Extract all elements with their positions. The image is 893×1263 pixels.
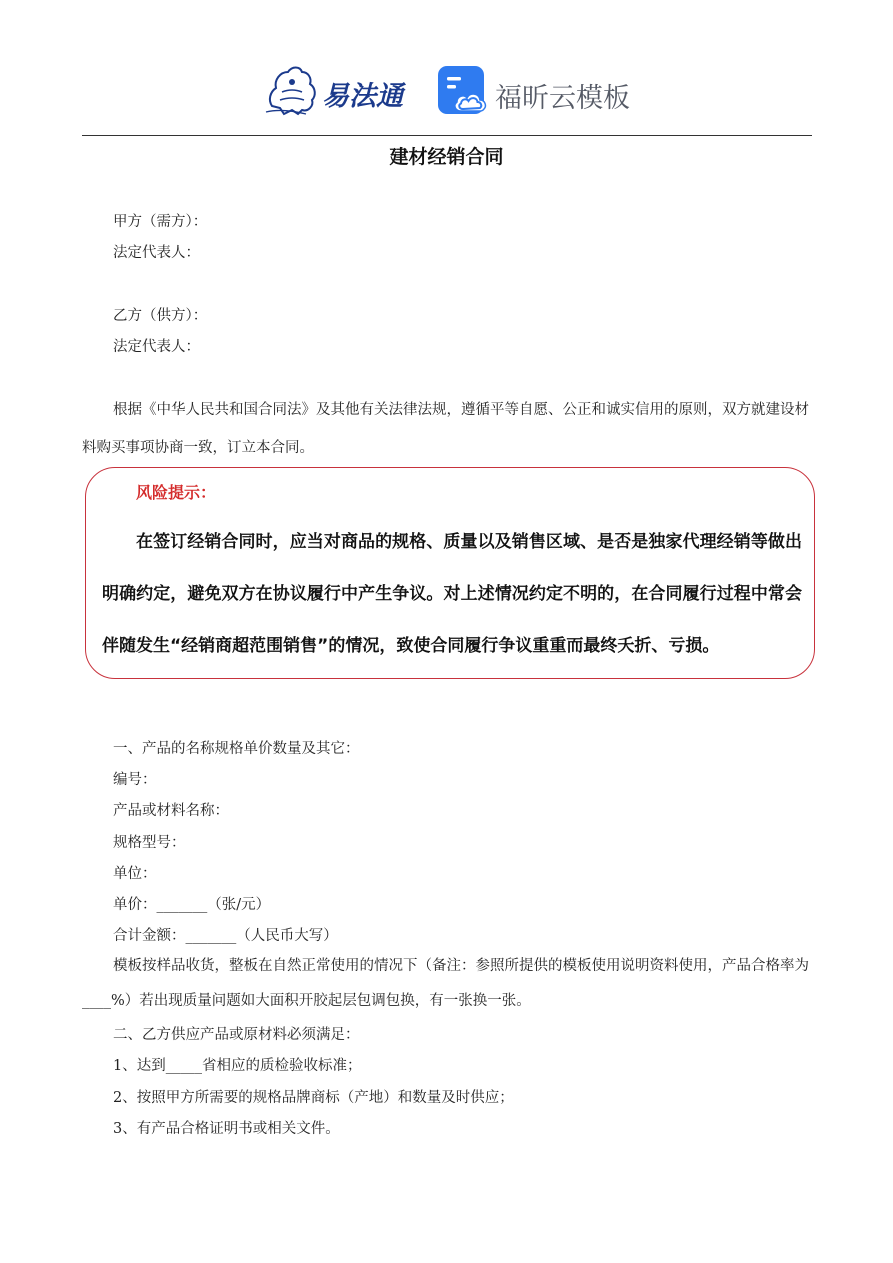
risk-warning-body: 在签订经销合同时，应当对商品的规格、质量以及销售区域、是否是独家代理经销等做出明确约定，避免双方在协议履行中产生争议。对上述情况约定不明的，在合同履行过程中常会伴随发生“经销商超范围销售”的情况，致使合同履行争议重重而最终夭折、亏损。 — [102, 532, 802, 656]
fuxin-template-logo — [437, 65, 637, 119]
total-amount-label: 合计金额：_______（人民币大写） — [113, 928, 338, 944]
intro-paragraph: 根据《中华人民共和国合同法》及其他有关法律法规，遵循平等自愿、公正和诚实信用的原则，双方就建设材料购买事项协商一致，订立本合同。 — [82, 402, 809, 456]
yifatong-logo — [262, 62, 412, 118]
header-logos — [0, 60, 893, 122]
product-name-label: 产品或材料名称： — [113, 803, 229, 819]
section1-heading: 一、产品的名称规格单价数量及其它： — [113, 741, 360, 757]
requirement-item-3: 3、有产品合格证明书或相关文件。 — [113, 1121, 340, 1137]
number-label: 编号： — [113, 772, 157, 788]
yifatong-logo-text: 易法通 — [322, 81, 403, 112]
party-b-rep-label: 法定代表人： — [113, 339, 200, 355]
unit-label: 单位： — [113, 866, 157, 882]
cloud-document-icon — [437, 65, 489, 117]
header-divider — [82, 135, 812, 136]
spec-label: 规格型号： — [113, 835, 186, 851]
party-a-label: 甲方（需方）： — [113, 214, 208, 230]
unit-price-label: 单价：_______（张/元） — [113, 897, 271, 913]
party-b-label: 乙方（供方）： — [113, 308, 208, 324]
lion-icon — [262, 62, 322, 118]
fuxin-logo-text: 福昕云模板 — [495, 83, 630, 114]
risk-warning-box — [85, 467, 815, 679]
requirement-item-1: 1、达到_____省相应的质检验收标准； — [113, 1058, 362, 1074]
risk-warning-heading: 风险提示： — [136, 483, 217, 502]
party-a-rep-label: 法定代表人： — [113, 245, 200, 261]
requirement-item-2: 2、按照甲方所需要的规格品牌商标（产地）和数量及时供应； — [113, 1090, 514, 1106]
section2-heading: 二、乙方供应产品或原材料必须满足： — [113, 1027, 360, 1043]
page-title: 建材经销合同 — [389, 146, 504, 168]
quality-note-paragraph: 模板按样品收货，整板在自然正常使用的情况下（备注：参照所提供的模板使用说明资料使用，产品合格率为____%）若出现质量问题如大面积开胶起层包调包换，有一张换一张。 — [82, 958, 809, 1009]
